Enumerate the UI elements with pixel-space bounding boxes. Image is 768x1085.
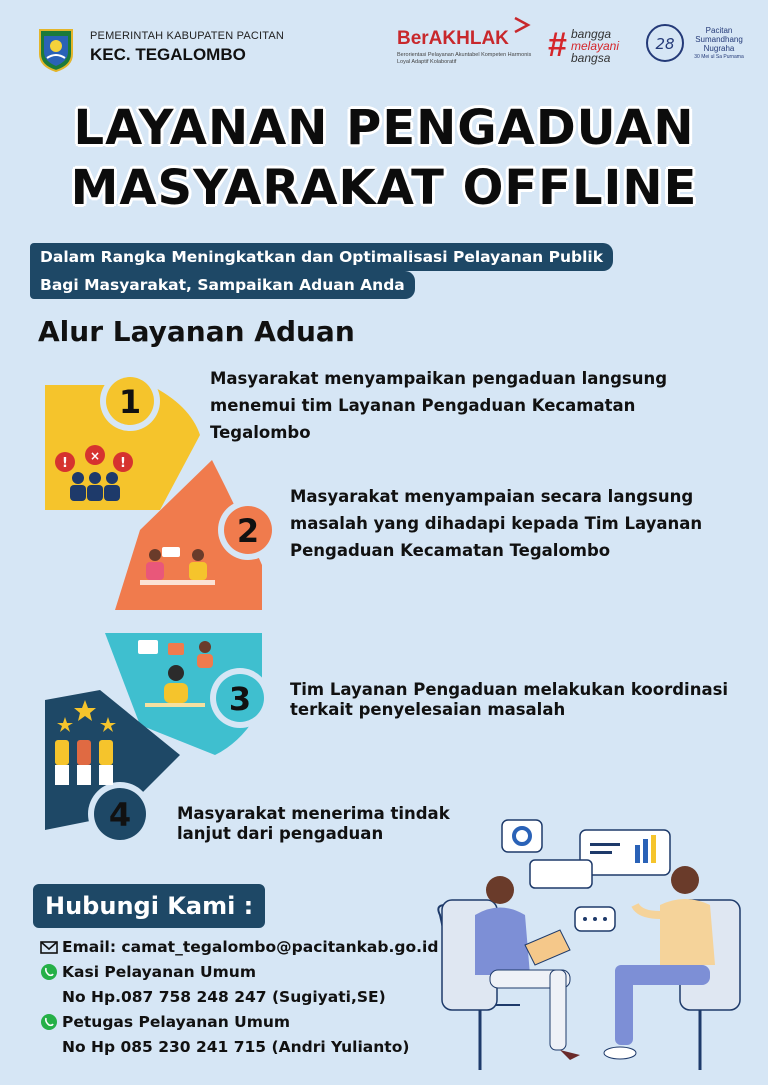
- bangga-line1: bangga: [571, 27, 612, 41]
- svg-text:!: !: [120, 456, 126, 471]
- blank-bubble: [530, 860, 592, 888]
- step3-number: 3: [228, 680, 252, 718]
- petugas-label: Petugas Pelayanan Umum: [62, 1013, 291, 1031]
- contact-petugas-row: [40, 1013, 290, 1031]
- pacitan-shield-logo: [38, 28, 74, 72]
- anniv-line3: Nugraha: [703, 44, 735, 53]
- consultation-illustration: [430, 805, 760, 1075]
- dots-bubble-icon: [575, 907, 615, 931]
- petugas-phone[interactable]: No Hp 085 230 241 715 (Andri Yulianto): [62, 1038, 410, 1056]
- district-name: KEC. TEGALOMBO: [90, 45, 246, 64]
- berakhlak-logo: BerAKHLAK: [397, 28, 509, 49]
- berakhlak-chevron-icon: [512, 16, 532, 34]
- whatsapp-icon: [40, 1013, 58, 1031]
- bangga-hash-icon: #: [548, 26, 567, 64]
- government-name: PEMERINTAH KABUPATEN PACITAN: [90, 30, 285, 42]
- chart-bubble-icon: [580, 830, 670, 875]
- svg-text:!: !: [62, 456, 68, 471]
- pie-bubble-icon: [502, 820, 542, 852]
- page-title: [0, 98, 768, 218]
- anniv-line4: 30 Mei ul Sa Purnama: [694, 54, 744, 60]
- email-icon: [40, 938, 58, 956]
- step4-number: 4: [108, 796, 132, 834]
- contact-email-row: [40, 938, 438, 956]
- kasi-label: Kasi Pelayanan Umum: [62, 963, 256, 981]
- whatsapp-icon: [40, 963, 58, 981]
- svg-text:28: 28: [655, 35, 675, 53]
- bangga-melayani-bangsa-logo: [571, 28, 619, 64]
- anniversary-text: [690, 26, 748, 62]
- contact-heading: Hubungi Kami :: [33, 884, 265, 928]
- banner-line1: Dalam Rangka Meningkatkan dan Optimalisasi Pelayanan Publik: [30, 243, 613, 271]
- step3-text: Tim Layanan Pengaduan melakukan koordinasi terkait penyelesaian masalah: [290, 680, 729, 719]
- step2-text: Masyarakat menyampaian secara langsung masalah yang dihadapi kepada Tim Layanan Pengaduan Kecamatan Tegalombo: [290, 487, 703, 560]
- contact-kasi-row: [40, 963, 256, 981]
- kasi-phone[interactable]: No Hp.087 758 248 247 (Sugiyati,SE): [62, 988, 386, 1006]
- contact-email[interactable]: Email: camat_tegalombo@pacitankab.go.id: [62, 938, 439, 956]
- anniversary-logo-icon: [644, 22, 686, 64]
- bangga-line2: melayani: [571, 39, 620, 53]
- banner-line2: Bagi Masyarakat, Sampaikan Aduan Anda: [30, 271, 415, 299]
- title-line2: MASYARAKAT OFFLINE: [70, 160, 698, 216]
- step2-number: 2: [236, 512, 260, 550]
- berakhlak-subtitle: Berorientasi Pelayanan Akuntabel Kompeten Harmonis Loyal Adaptif Kolaboratif: [397, 52, 532, 65]
- bangga-line3: bangsa: [571, 51, 611, 65]
- title-line1: LAYANAN PENGADUAN: [73, 100, 695, 156]
- alur-heading: Alur Layanan Aduan: [38, 315, 355, 348]
- svg-text:×: ×: [89, 449, 101, 463]
- anniv-line1: Pacitan: [705, 26, 733, 35]
- step1-text: Masyarakat menyampaikan pengaduan langsung menemui tim Layanan Pengaduan Kecamatan Tegalombo: [210, 369, 668, 442]
- step1-number: 1: [118, 383, 142, 421]
- anniv-line2: Sumandhang: [695, 35, 743, 44]
- step4-text: Masyarakat menerima tindak lanjut dari pengaduan: [177, 804, 450, 843]
